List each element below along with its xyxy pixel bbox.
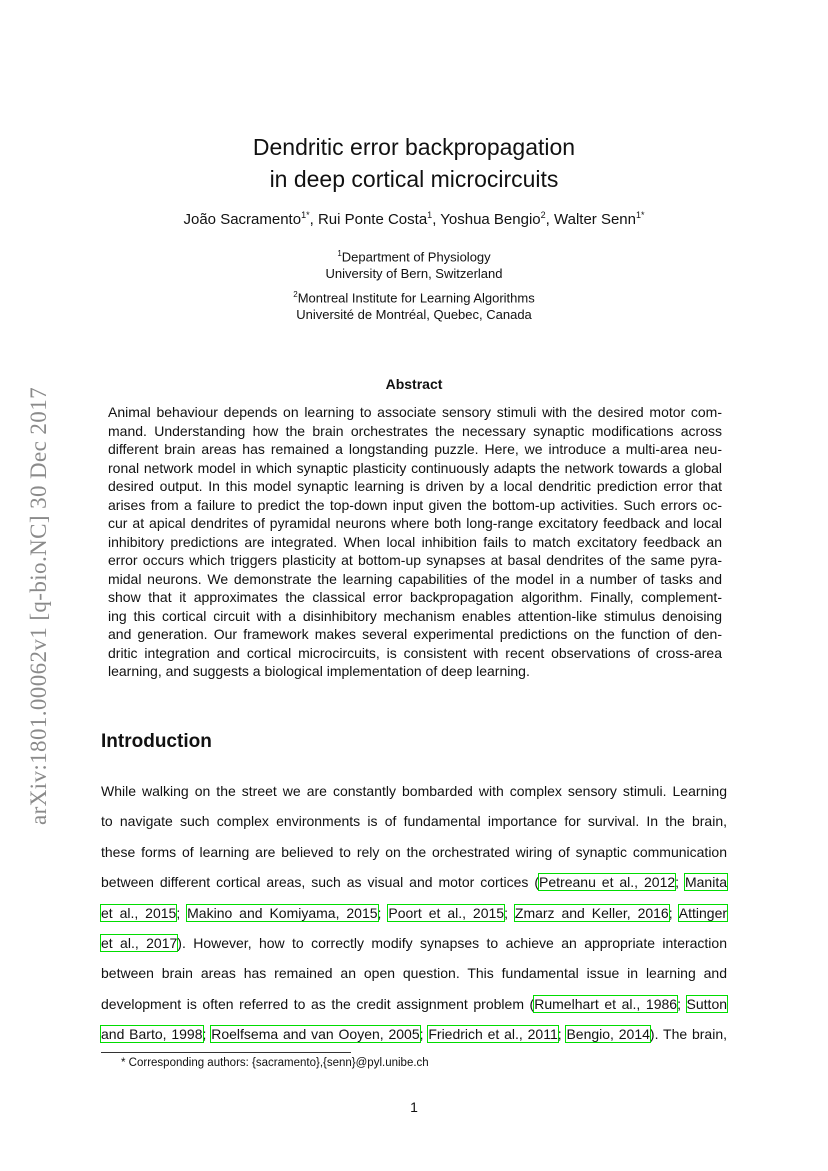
citation-separator: ; — [668, 904, 673, 921]
affiliation-1 — [0, 245, 828, 282]
citation-separator: ; — [419, 1026, 424, 1043]
citation-link[interactable]: and Barto, 1998 — [101, 1026, 203, 1043]
citation-link[interactable]: Friedrich et al., 2011 — [428, 1026, 558, 1043]
citation-separator: ; — [557, 1026, 562, 1043]
body-text: ). The brain, — [649, 1026, 727, 1043]
citation-link[interactable]: Zmarz and Keller, 2016 — [514, 904, 669, 921]
body-line: to navigate such complex environments is of fundamental importance for survival. In the brain, — [101, 813, 727, 830]
body-line — [101, 903, 727, 933]
abstract-line: inhibitory predictions are integrated. When local inhibition fails to match excitatory feedback an — [108, 533, 722, 550]
arxiv-identifier: arXiv:1801.00062v1 [q-bio.NC] 30 Dec 2017 — [26, 386, 51, 826]
citation-link[interactable]: Makino and Komiyama, 2015 — [187, 904, 378, 921]
abstract-line: and generation. Our framework makes several experimental predictions on the function of den- — [108, 626, 722, 642]
citation-link[interactable]: Roelfsema and van Ooyen, 2005 — [211, 1026, 420, 1043]
body-line — [101, 872, 727, 902]
citation-separator: ; — [377, 904, 382, 921]
affiliation-department: Montreal Institute for Learning Algorithms — [297, 290, 535, 306]
body-line — [101, 994, 727, 1024]
abstract-line: desired output. In this model synaptic learning is driven by a local dendritic prediction error that — [108, 478, 722, 494]
footnote: * Corresponding authors: {sacramento},{senn}@pyl.unibe.ch — [121, 1057, 429, 1069]
page-number: 1 — [410, 1099, 418, 1115]
body-text: between different cortical areas, such as visual and motor cortices ( — [101, 874, 540, 891]
abstract-line: dritic integration and cortical microcircuits, is consistent with recent observations of cross-area — [108, 644, 722, 661]
author-name: Walter Senn — [554, 211, 636, 228]
affiliation-2 — [0, 286, 828, 323]
body-line: between brain areas has remained an open question. This fundamental issue in learning and — [101, 965, 727, 982]
author-list: João Sacramento$^{1*}$, Rui Ponte Costa$^1$, Yoshua Bengio$^2$, Walter Senn$^{1*}$ — [183, 210, 645, 228]
abstract-line: show that it approximates the classical error backpropagation algorithm. Finally, complement- — [108, 589, 722, 605]
citation-link[interactable]: et al., 2015 — [101, 904, 177, 921]
paper-title-line-1: Dendritic error backpropagation — [252, 134, 576, 160]
footnote-rule — [101, 1052, 351, 1053]
affiliation-department: Department of Physiology — [341, 249, 491, 265]
author-affil-mark: 1 — [427, 210, 433, 220]
abstract-heading: Abstract — [385, 376, 443, 392]
citation-separator: ; — [675, 874, 680, 891]
author-name: Rui Ponte Costa — [317, 211, 428, 228]
body-line — [101, 1024, 727, 1054]
paper-title-line-2: in deep cortical microcircuits — [269, 166, 559, 192]
abstract-body — [108, 403, 722, 681]
section-heading: Introduction — [101, 731, 212, 752]
abstract-line: ing this cortical circuit with a disinhibitory mechanism enables attention-like stimulus denoising — [108, 607, 722, 624]
abstract-line: error occurs which triggers plasticity at bottom-up synapses at basal dendrites of the same pyra- — [108, 552, 722, 568]
citation-link[interactable]: et al., 2017 — [101, 934, 178, 951]
body-line — [101, 933, 727, 963]
body-text: ). However, how to correctly modify synapses to achieve an appropriate interaction — [177, 934, 727, 951]
author-name: Yoshua Bengio — [440, 211, 541, 228]
citation-link[interactable]: Attinger — [678, 904, 728, 921]
citation-link[interactable]: Petreanu et al., 2012 — [539, 874, 676, 891]
abstract-line: midal neurons. We demonstrate the learning capabilities of the model in a number of tasks and — [108, 570, 722, 587]
abstract-line: ronal network model in which synaptic plasticity continuously adapts the network towards a global — [108, 459, 722, 476]
affiliation-institution: University of Bern, Switzerland — [325, 266, 503, 282]
citation-link[interactable]: Bengio, 2014 — [566, 1026, 650, 1043]
abstract-line: cur at apical dendrites of pyramidal neurons where both long-range excitatory feedback and local — [108, 515, 722, 531]
citation-separator: ; — [504, 904, 508, 921]
introduction-body — [101, 781, 727, 1055]
citation-separator: ; — [202, 1026, 207, 1043]
abstract-line: learning, and suggests a biological implementation of deep learning. — [108, 663, 530, 679]
citation-separator: ; — [677, 995, 681, 1012]
abstract-line: Animal behaviour depends on learning to associate sensory stimuli with the desired motor com- — [108, 404, 722, 420]
body-line: While walking on the street we are constantly bombarded with complex sensory stimuli. Learning — [101, 783, 727, 799]
body-line: these forms of learning are believed to rely on the orchestrated wiring of synaptic communication — [101, 843, 727, 860]
citation-link[interactable]: Rumelhart et al., 1986 — [534, 995, 678, 1012]
author-affil-mark: 1* — [301, 210, 310, 220]
citation-separator: ; — [176, 904, 181, 921]
citation-link[interactable]: Sutton — [686, 995, 728, 1012]
author-affil-mark: 2 — [540, 210, 546, 220]
citation-link[interactable]: Poort et al., 2015 — [388, 904, 505, 921]
affiliation-mark: 2 — [293, 290, 298, 299]
abstract-line: mand. Understanding how the brain orchestrates the necessary synaptic modifications across — [108, 422, 722, 439]
affiliation-mark: 1 — [337, 249, 342, 258]
abstract-line: different brain areas has remained a longstanding puzzle. Here, we introduce a multi-area neu- — [108, 441, 722, 457]
citation-link[interactable]: Manita — [684, 874, 727, 891]
author-name: João Sacramento — [183, 211, 302, 228]
body-text: development is often referred to as the credit assignment problem ( — [101, 995, 535, 1012]
author-affil-mark: 1* — [635, 210, 645, 220]
affiliation-institution: Université de Montréal, Quebec, Canada — [296, 307, 532, 323]
abstract-line: arises from a failure to predict the top-down input given the bottom-up activities. Such errors oc- — [108, 496, 722, 513]
